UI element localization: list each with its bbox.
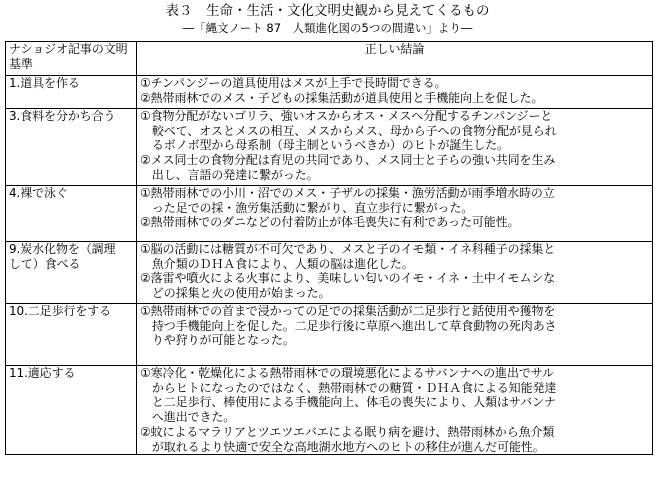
conclusion-line: ②落雷や噴火による火事により、美味しい匂いのイモ・イネ・土中イモムシな [140,271,556,286]
header-criteria-cell [6,42,137,76]
header-criteria-line: 基準 [9,56,33,71]
criteria-cell [6,76,137,109]
conclusion-line: 持つ手機能向上を促した。二足歩行後に草原へ進出して草食動物の死肉あさ [140,318,557,333]
civilization-criteria-table [5,41,653,455]
conclusion-line: るボノボ型から母系制（母主制というべきか）のヒトが誕生した。 [140,138,509,153]
conclusion-line: 較べて、オスとメスの相互、メスからメス、母から子への食物分配が見られ [140,123,557,138]
criteria-cell [6,304,137,366]
criteria-line: 11.適応する [9,366,76,380]
criteria-line: 1.道具を作る [9,76,80,90]
table-row [6,366,653,455]
conclusion-line: が取れるより快適で安全な高地湖水地方へのヒトの移住が進んだ可能性。 [140,439,545,454]
criteria-line: 3.食料を分かち合う [9,109,116,123]
table-row [6,109,653,186]
conclusion-line: 魚介類のＤＨＡ食により、人類の脳は進化した。 [140,256,414,271]
table-row [6,186,653,242]
conclusion-line: ②熱帯雨林でのメス・子どもの採集活動が道具使用と手機能向上を促した。 [140,90,544,105]
conclusion-line: 出し、言語の発達に繋がった。 [140,167,319,182]
conclusion-cell [137,186,653,242]
table-row [6,76,653,109]
conclusion-line: ①寒冷化・乾燥化による熱帯雨林での環境悪化によるサバンナへの進出でサル [140,366,554,380]
criteria-cell [6,366,137,455]
conclusion-line: ②メス同士の食物分配は育児の共同であり、メス同士と子らの強い共同を生み [140,153,556,168]
conclusion-line: りや狩りが可能となった。 [140,333,295,348]
header-conclusion-cell: 正しい結論 [137,42,653,76]
conclusion-cell [137,242,653,304]
table-row [6,304,653,366]
conclusion-line: へ進出できた。 [140,410,236,425]
criteria-cell [6,109,137,186]
conclusion-line: ①熱帯雨林での首まで浸かっての足での採集活動が二足歩行と銛使用や獲物を [140,304,556,318]
criteria-cell [6,186,137,242]
conclusion-cell [137,366,653,455]
conclusion-cell [137,304,653,366]
criteria-cell [6,242,137,304]
table-row [6,242,653,304]
conclusion-cell [137,109,653,186]
table-body [6,42,653,455]
criteria-line: 10.二足歩行をする [9,304,112,318]
criteria-line: 9.炭水化物を（調理 [9,242,116,256]
header-criteria-line: ナショジオ記事の文明 [9,42,128,56]
conclusion-cell [137,76,653,109]
conclusion-line: ①脳の活動には糖質が不可欠であり、メスと子のイモ類・イネ科種子の採集と [140,242,556,256]
conclusion-line: と二足歩行、棒使用による手機能向上、体毛の喪失により、人類はサバンナ [140,395,556,410]
conclusion-line: った足での採・漁労集活動に繋がり、直立歩行に繋がった。 [140,200,474,215]
table-caption-subtitle: ―「縄文ノート 87 人類進化図の5つの間違い」より― [182,21,473,35]
criteria-line: 4.裸で泳ぐ [9,186,68,200]
conclusion-line: ①食物分配がないゴリラ、強いオスからオス・メスへ分配するチンパンジーと [140,109,553,123]
table-header-row [6,42,653,76]
criteria-line: して）食べる [9,256,81,271]
conclusion-line: どの採集と火の使用が始まった。 [140,286,331,301]
conclusion-line: ②熱帯雨林でのダニなどの付着防止が体毛喪失に有利であった可能性。 [140,215,520,230]
conclusion-line: ①チンパンジーの道具使用はメスが上手で長時間できる。 [140,76,447,90]
conclusion-line: ①熱帯雨林での小川・沼でのメス・子ザルの採集・漁労活動が雨季増水時の立 [140,186,555,200]
table-caption-title: 表３ 生命・生活・文化文明史観から見えてくるもの [165,3,490,19]
conclusion-line: ②蚊によるマラリアとツエツエバエによる眠り病を避け、熱帯雨林から魚介類 [140,424,555,439]
conclusion-line: からヒトになったのではなく、熱帯雨林での糖質・ＤＨＡ食による知能発達 [140,380,557,395]
